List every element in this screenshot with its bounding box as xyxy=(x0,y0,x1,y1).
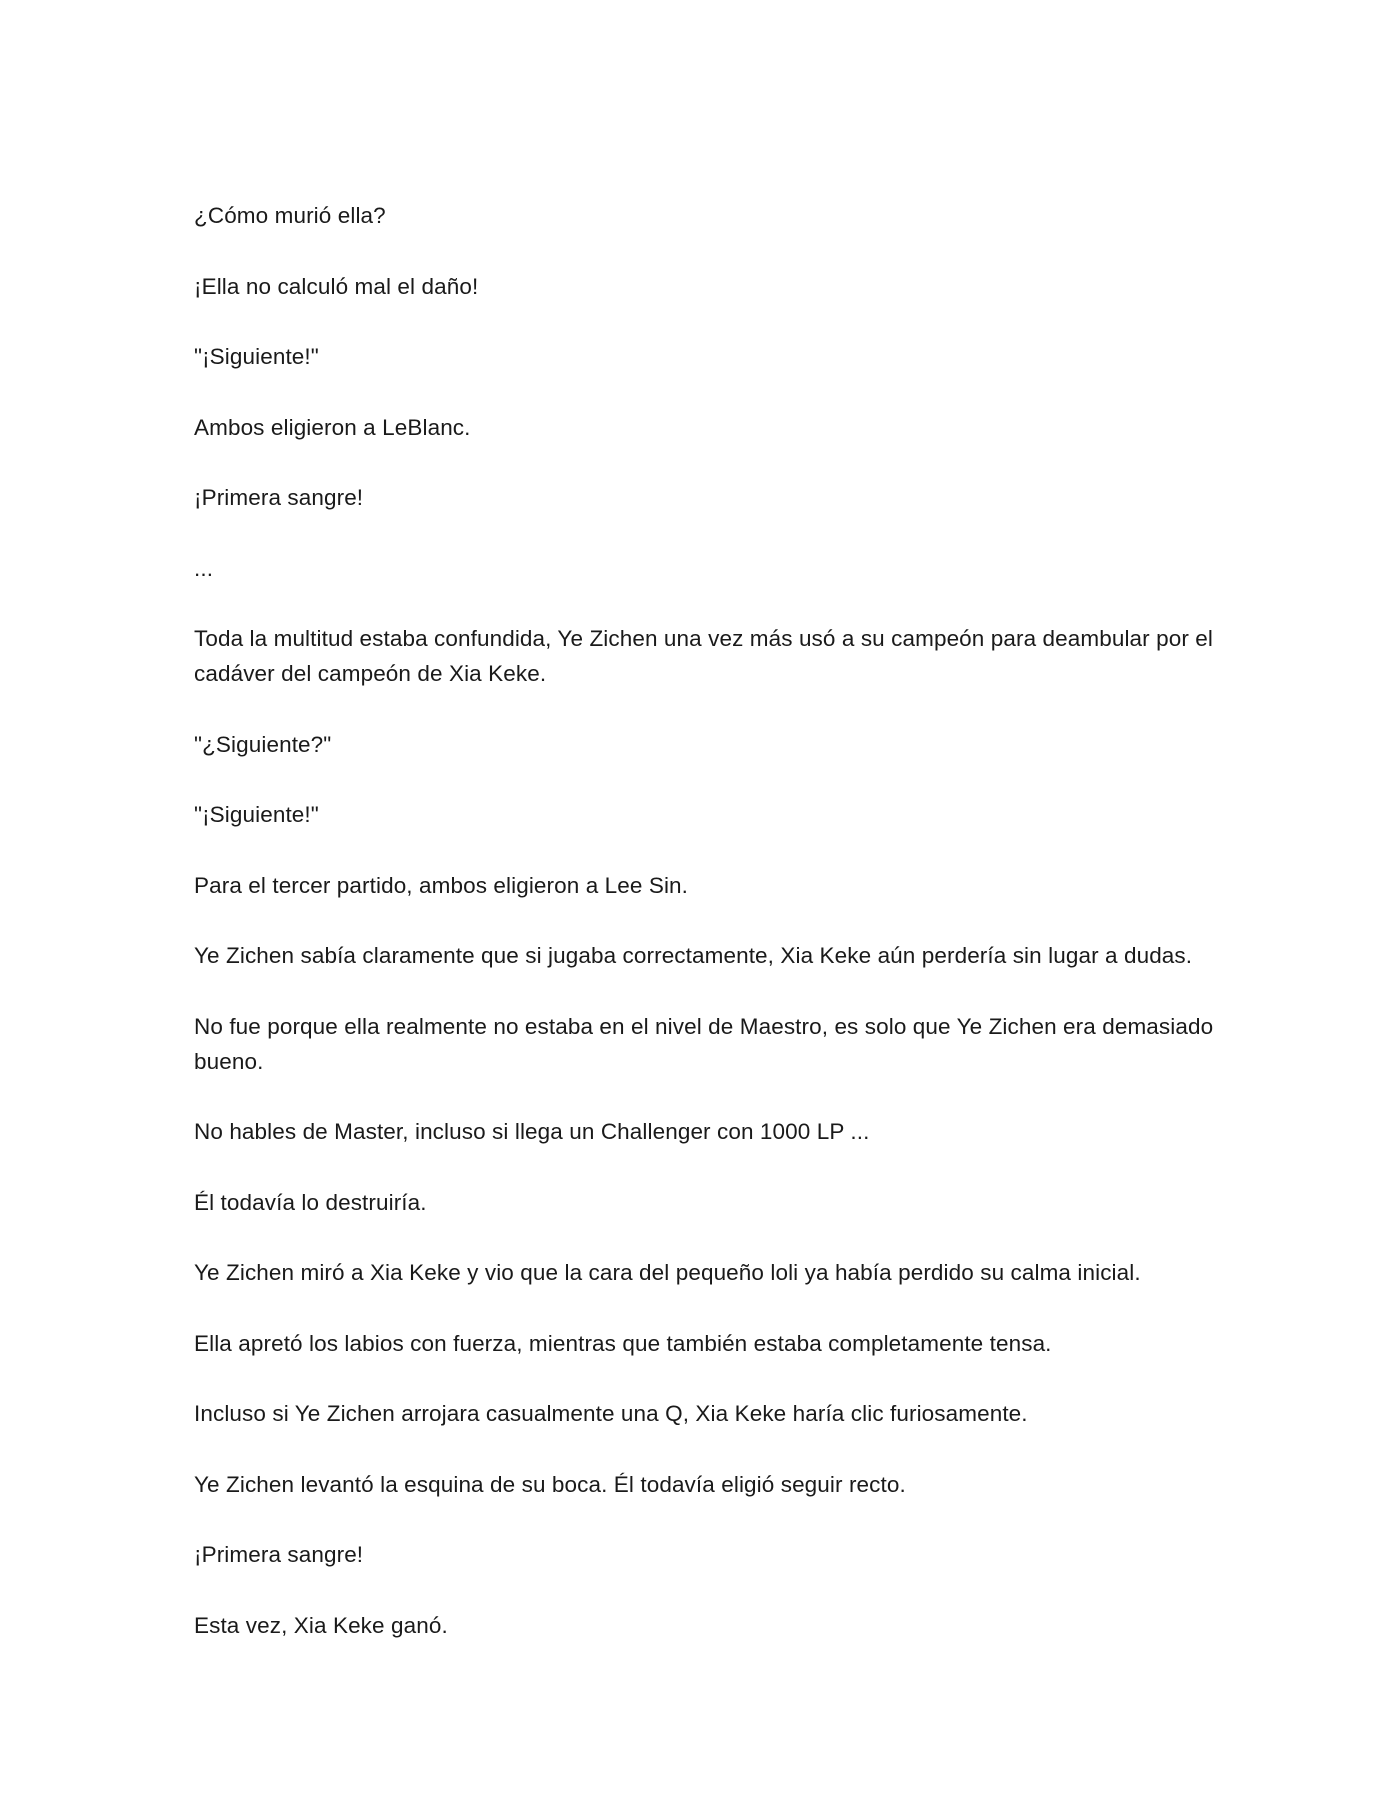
paragraph: Ye Zichen levantó la esquina de su boca. Él todavía eligió seguir recto. xyxy=(194,1471,906,1497)
paragraph: Esta vez, Xia Keke ganó. xyxy=(194,1612,448,1638)
paragraph: ¡Primera sangre! xyxy=(194,1542,364,1567)
paragraph: No fue porque ella realmente no estaba en el nivel de Maestro, es solo que Ye Zichen era demasiado bueno. xyxy=(194,1013,1214,1074)
paragraph: Incluso si Ye Zichen arrojara casualmente una Q, Xia Keke haría clic furiosamente. xyxy=(194,1401,1028,1426)
paragraph: Ye Zichen miró a Xia Keke y vio que la cara del pequeño loli ya había perdido su calma inicial. xyxy=(194,1260,1141,1285)
paragraph: ¡Primera sangre! xyxy=(194,485,364,510)
paragraph: ¡Ella no calculó mal el daño! xyxy=(194,273,479,299)
paragraph: "¿Siguiente?" xyxy=(194,731,332,757)
paragraph: "¡Siguiente!" xyxy=(194,344,319,369)
paragraph: ¿Cómo murió ella? xyxy=(194,203,386,228)
paragraph: Para el tercer partido, ambos eligieron a Lee Sin. xyxy=(194,872,689,898)
paragraph: Toda la multitud estaba confundida, Ye Zichen una vez más usó a su campeón para deambular por el cadáver del campeón de Xia Keke. xyxy=(194,626,1213,686)
document-body xyxy=(194,198,1224,1678)
paragraph: No hables de Master, incluso si llega un Challenger con 1000 LP ... xyxy=(194,1119,870,1144)
paragraph: Ambos eligieron a LeBlanc. xyxy=(194,414,471,440)
paragraph: ... xyxy=(194,555,214,581)
paragraph: Ye Zichen sabía claramente que si jugaba correctamente, Xia Keke aún perdería sin lugar a dudas. xyxy=(194,943,1193,968)
paragraph: Ella apretó los labios con fuerza, mientras que también estaba completamente tensa. xyxy=(194,1330,1052,1356)
paragraph: "¡Siguiente!" xyxy=(194,802,319,827)
paragraph: Él todavía lo destruiría. xyxy=(194,1189,427,1215)
